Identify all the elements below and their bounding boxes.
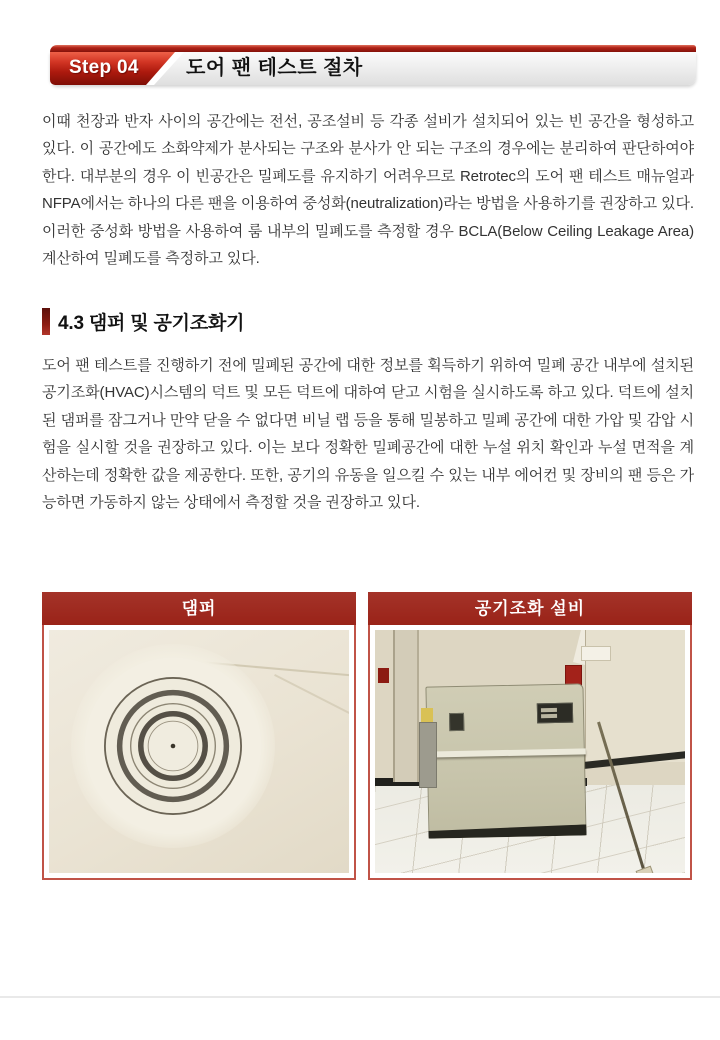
figure-hvac [368, 592, 692, 880]
air-diffuser-graphic [81, 654, 265, 838]
footer-divider [0, 996, 720, 998]
yellow-tag [421, 708, 433, 722]
section-heading-text: 4.3 댐퍼 및 공기조화기 [58, 312, 245, 334]
page-title: 도어 팬 테스트 절차 [186, 57, 363, 79]
figure-damper-frame [42, 625, 356, 880]
alarm-box-left [378, 668, 389, 683]
crac-unit [425, 683, 586, 838]
intro-paragraph: 이때 천장과 반자 사이의 공간에는 전선, 공조설비 등 각종 설비가 설치되어 있는 빈 공간을 형성하고 있다. 이 공간에도 소화약제가 분사되는 구조와 분사가 안 되는 구조의 경우에는 분리하여 판단하여야 한다. 대부분의 경우 이 빈공간은 밀폐도를 유지하기 어려우므로 Retrotec의 도어 팬 테스트 매뉴얼과 NFPA에서는 하나의 다른 팬을 이용하여 중성화(neutralization)라는 방법을 사용하기를 권장하고 있다. 이러한 중성화 방법을 사용하여 룸 내부의 밀폐도를 측정할 경우 BCLA(Below Ceiling Leakage Area) 계산하여 밀폐도를 측정하고 있다. [42, 113, 694, 268]
unit-label-panel [537, 703, 573, 724]
ceiling-corner-line [274, 674, 349, 735]
electrical-box [419, 722, 437, 788]
ceiling-diffuser-photo [49, 630, 349, 873]
figure-hvac-caption: 공기조화 설비 [368, 592, 692, 625]
unit-control-panel [449, 713, 464, 731]
section-red-bar [42, 308, 50, 335]
header-red-top-bar [50, 45, 696, 52]
figure-hvac-frame [368, 625, 692, 880]
step-label: Step 04 [69, 57, 139, 78]
door-frame [393, 630, 419, 782]
air-handling-unit-photo [375, 630, 685, 873]
unit-divider-strip [426, 748, 586, 757]
wall-vent [581, 646, 611, 661]
step-header-banner [50, 45, 696, 85]
section-heading [42, 307, 244, 335]
section-body-paragraph: 도어 팬 테스트를 진행하기 전에 밀폐된 공간에 대한 정보를 획득하기 위하여 밀폐 공간 내부에 설치된 공기조화(HVAC)시스템의 덕트 및 모든 덕트에 대하여 닫고 시험을 실시하도록 하고 있다. 덕트에 설치된 댐퍼를 잠그거나 만약 닫을 수 없다면 비닐 랩 등을 통해 밀봉하고 밀폐 공간에 대한 가압 및 감압 시험을 실시할 것을 권장하고 있다. 이는 보다 정확한 밀폐공간에 대한 누설 위치 확인과 누설 면적을 계산하는데 정확한 값을 제공한다. 또한, 공기의 유동을 일으킬 수 있는 내부 에어컨 및 장비의 팬 등은 가능하면 가동하지 않는 상태에서 측정할 것을 권장하고 있다. [42, 357, 694, 512]
figure-damper [42, 592, 356, 880]
figure-damper-caption: 댐퍼 [42, 592, 356, 625]
